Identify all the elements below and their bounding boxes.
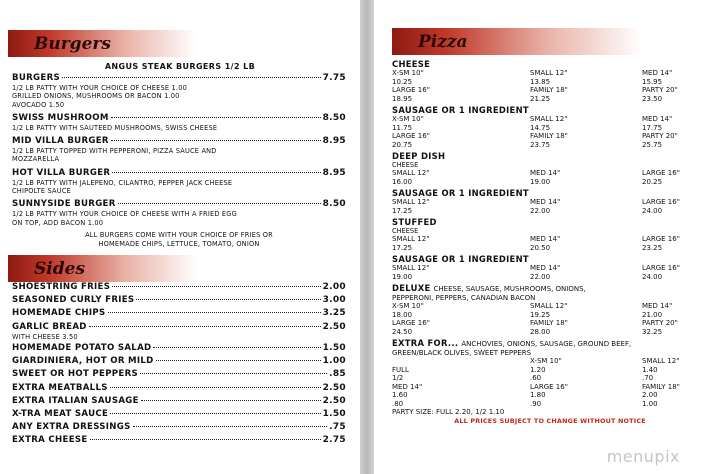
price-cell: SMALL 12": [530, 302, 568, 311]
price-grid: [392, 302, 708, 336]
sides-banner: [8, 255, 198, 282]
menu-item-description: MOZZARELLA: [12, 155, 60, 164]
menu-item-row: [12, 369, 346, 380]
menu-item-row: [12, 322, 346, 333]
price-cell: MED 14": [642, 69, 673, 77]
menu-item-name: SUNNYSIDE BURGER: [12, 199, 116, 210]
price-cell: 24.50: [392, 327, 413, 336]
price-cell: 23.50: [642, 94, 663, 103]
menu-item-row: [12, 113, 346, 124]
menu-item-price: 2.50: [322, 321, 346, 332]
burgers-subtitle: ANGUS STEAK BURGERS 1/2 LB: [104, 62, 256, 71]
pizza-list: [392, 59, 708, 425]
menu-item-price: 1.00: [322, 356, 346, 367]
right-menu-page: [374, 0, 720, 474]
price-cell: SMALL 12": [530, 115, 568, 123]
menu-item-name: GARLIC BREAD: [12, 321, 87, 332]
price-grid: [392, 264, 708, 281]
sides-list: [12, 282, 346, 449]
price-grid: [392, 169, 708, 186]
price-cell: LARGE 16": [642, 264, 680, 272]
price-cell: X-SM 10": [392, 69, 424, 77]
menu-item: [12, 356, 346, 367]
menu-item-row: [12, 73, 346, 84]
deluxe-description: [392, 283, 708, 294]
menupix-watermark: menupix: [606, 447, 680, 466]
extra-head: EXTRA FOR...: [392, 338, 459, 349]
price-cell: MED 14": [530, 235, 561, 243]
price-cell: 19.00: [392, 272, 413, 281]
menu-item: [12, 343, 346, 354]
burgers-title: Burgers: [34, 33, 111, 54]
price-cell: LARGE 16": [642, 198, 680, 206]
dot-leader: [153, 347, 320, 348]
menu-item-row: [12, 199, 346, 210]
price-cell: X-SM 10": [392, 115, 424, 123]
menu-item: [12, 168, 346, 196]
menu-item-price: 7.75: [322, 73, 346, 83]
dot-leader: [140, 373, 327, 374]
menu-item-description: CHIPOLTE SAUCE: [12, 187, 71, 196]
pizza-section-head: STUFFED: [392, 217, 437, 227]
menu-item-price: .85: [329, 369, 346, 380]
menu-item-price: 2.00: [322, 282, 346, 292]
price-cell: MED 14": [392, 382, 423, 391]
menu-item-description: ON TOP, ADD BACON 1.00: [12, 218, 104, 227]
burgers-note: HOMEMADE CHIPS, LETTUCE, TOMATO, ONION: [98, 239, 260, 248]
price-cell: X-SM 10": [530, 357, 562, 366]
price-cell: 1.00: [642, 399, 658, 408]
menu-item-price: 8.95: [322, 167, 346, 178]
price-cell: 22.00: [530, 272, 551, 281]
menu-item: [12, 369, 346, 380]
menu-item-description: 1/2 LB PATTY WITH YOUR CHOICE OF CHEESE WITH A FRIED EGG: [12, 210, 237, 219]
menu-item-description: 1/2 LB PATTY WITH SAUTEED MUSHROOMS, SWISS CHEESE: [12, 123, 218, 132]
price-cell: 11.75: [392, 123, 413, 132]
price-cell: .90: [530, 399, 542, 408]
pizza-section-head: SAUSAGE OR 1 INGREDIENT: [392, 188, 529, 198]
price-cell: 23.75: [530, 140, 551, 149]
menu-item-name: ANY EXTRA DRESSINGS: [12, 422, 131, 433]
menu-item-description: WITH CHEESE 3.50: [12, 332, 78, 341]
price-grid: [392, 198, 708, 215]
price-cell: LARGE 16": [642, 169, 680, 177]
menu-item-name: SWISS MUSHROOM: [12, 112, 109, 123]
price-cell: .60: [530, 374, 542, 383]
price-cell: 19.00: [530, 177, 551, 186]
dot-leader: [133, 426, 328, 427]
pizza-section-head: CHEESE: [392, 59, 431, 69]
extra-toppings-2: GREEN/BLACK OLIVES, SWEET PEPPERS: [392, 348, 532, 357]
menu-item: [12, 383, 346, 394]
menu-item-name: BURGERS: [12, 73, 60, 83]
extra-description: [392, 338, 708, 349]
burgers-note: ALL BURGERS COME WITH YOUR CHOICE OF FRIES OR: [85, 230, 273, 239]
price-cell: PARTY 20": [642, 319, 678, 328]
price-cell: MED 14": [530, 169, 561, 177]
price-cell: 21.00: [642, 310, 663, 319]
pizza-section-head: SAUSAGE OR 1 INGREDIENT: [392, 254, 529, 264]
menu-item-row: [12, 435, 346, 446]
price-cell: 10.25: [392, 77, 413, 86]
price-cell: FULL: [392, 365, 409, 374]
dot-leader: [111, 117, 321, 118]
price-cell: 17.75: [642, 123, 663, 132]
price-cell: [392, 357, 530, 366]
price-cell: X-SM 10": [392, 302, 424, 311]
pizza-title: Pizza: [418, 31, 468, 52]
price-cell: .70: [642, 374, 654, 383]
price-cell: 16.00: [392, 177, 413, 186]
price-cell: 32.25: [642, 327, 663, 336]
pizza-section-head: SAUSAGE OR 1 INGREDIENT: [392, 105, 529, 115]
price-cell: 23.25: [642, 243, 663, 252]
price-cell: 18.00: [392, 310, 413, 319]
dot-leader: [110, 413, 320, 414]
price-cell: SMALL 12": [530, 69, 568, 77]
menu-item-price: 2.50: [322, 395, 346, 406]
menu-item-price: 3.25: [322, 308, 346, 319]
menu-item-price: 1.50: [322, 343, 346, 354]
pizza-banner: [392, 28, 642, 55]
menu-item-row: [12, 422, 346, 433]
menu-item-row: [12, 295, 346, 306]
menu-item: [12, 396, 346, 407]
price-cell: FAMILY 18": [642, 382, 680, 391]
menu-item-name: X-TRA MEAT SAUCE: [12, 408, 109, 419]
price-cell: 22.00: [530, 206, 551, 215]
menu-item-price: 3.00: [322, 295, 346, 306]
menu-item-name: EXTRA MEATBALLS: [12, 382, 108, 393]
menu-item: [12, 136, 346, 164]
dot-leader: [112, 172, 320, 173]
menu-item: [12, 199, 346, 227]
menu-item-row: [12, 356, 346, 367]
dot-leader: [141, 400, 321, 401]
dot-leader: [90, 439, 321, 440]
menu-item: [12, 409, 346, 420]
party-size-note: PARTY SIZE: FULL 2.20, 1/2 1.10: [392, 408, 505, 417]
price-cell: PARTY 20": [642, 132, 678, 140]
menu-item-price: 2.75: [322, 435, 346, 446]
deluxe-toppings-2: PEPPERONI, PEPPERS, CANADIAN BACON: [392, 293, 536, 302]
price-cell: SMALL 12": [392, 235, 430, 243]
dot-leader: [136, 299, 320, 300]
menu-item: [12, 295, 346, 306]
menu-item-row: [12, 383, 346, 394]
deluxe-toppings: CHEESE, SAUSAGE, MUSHROOMS, ONIONS,: [433, 285, 586, 293]
price-grid: [392, 115, 708, 149]
price-cell: LARGE 16": [642, 235, 680, 243]
menu-item-name: HOMEMADE POTATO SALAD: [12, 343, 152, 354]
menu-item: [12, 282, 346, 293]
price-cell: PARTY 20": [642, 86, 678, 94]
menu-item-price: 8.50: [322, 199, 346, 210]
menu-item-description: 1/2 LB PATTY TOPPED WITH PEPPERONI, PIZZA SAUCE AND: [12, 147, 217, 156]
menu-item-description: 1/2 LB PATTY WITH JALEPENO, CILANTRO, PEPPER JACK CHEESE: [12, 178, 233, 187]
price-cell: SMALL 12": [392, 264, 430, 272]
burgers-list: [12, 73, 346, 249]
menu-item-price: .75: [329, 422, 346, 433]
price-cell: MED 14": [642, 302, 673, 311]
price-cell: 20.25: [642, 177, 663, 186]
price-cell: FAMILY 18": [530, 86, 568, 94]
price-cell: 17.25: [392, 243, 413, 252]
dot-leader: [111, 140, 321, 141]
price-disclaimer: ALL PRICES SUBJECT TO CHANGE WITHOUT NOTICE: [454, 416, 646, 425]
price-cell: 2.00: [642, 391, 658, 400]
price-grid: [392, 357, 708, 408]
menu-item-price: 8.95: [322, 136, 346, 147]
price-cell: LARGE 16": [530, 382, 568, 391]
menu-item-description: 1/2 LB PATTY WITH YOUR CHOICE OF CHEESE 1.00: [12, 84, 187, 92]
dot-leader: [110, 387, 321, 388]
price-cell: 28.00: [530, 327, 551, 336]
price-cell: .80: [392, 399, 404, 408]
price-cell: FAMILY 18": [530, 132, 568, 140]
price-cell: 24.00: [642, 272, 663, 281]
dot-leader: [118, 203, 321, 204]
menu-item-name: GIARDINIERA, HOT OR MILD: [12, 356, 154, 367]
price-cell: 13.85: [530, 77, 551, 86]
pizza-section-sub: CHEESE: [392, 161, 419, 169]
menu-item-description: GRILLED ONIONS, MUSHROOMS OR BACON 1.00: [12, 92, 180, 101]
price-cell: 20.50: [530, 243, 551, 252]
menu-item-description: AVOCADO 1.50: [12, 100, 65, 109]
menu-item: [12, 435, 346, 446]
menu-item-row: [12, 282, 346, 293]
menu-item: [12, 322, 346, 341]
price-cell: 24.00: [642, 206, 663, 215]
price-cell: FAMILY 18": [530, 319, 568, 328]
menu-item-row: [12, 396, 346, 407]
menu-item-name: SEASONED CURLY FRIES: [12, 295, 135, 306]
sides-title: Sides: [34, 258, 86, 279]
menu-item-row: [12, 308, 346, 319]
menu-item-row: [12, 136, 346, 147]
price-cell: 15.95: [642, 77, 663, 86]
price-cell: 25.75: [642, 140, 663, 149]
menu-item: [12, 113, 346, 132]
price-cell: 18.95: [392, 94, 413, 103]
price-cell: 1.60: [392, 391, 408, 400]
price-cell: 1/2: [392, 374, 404, 383]
menu-item-name: MID VILLA BURGER: [12, 136, 109, 147]
menu-item-name: SWEET OR HOT PEPPERS: [12, 369, 138, 380]
menu-item-price: 1.50: [322, 408, 346, 419]
price-cell: 20.75: [392, 140, 413, 149]
dot-leader: [108, 312, 321, 313]
price-cell: 17.25: [392, 206, 413, 215]
deluxe-head: DELUXE: [392, 283, 431, 293]
price-cell: MED 14": [642, 115, 673, 123]
menu-item-row: [12, 168, 346, 179]
price-cell: 19.25: [530, 310, 551, 319]
page-gutter: [360, 0, 374, 474]
price-cell: SMALL 12": [392, 198, 430, 206]
menu-item-row: [12, 343, 346, 354]
price-grid: [392, 235, 708, 252]
menu-item-name: SHOESTRING FRIES: [12, 282, 111, 292]
dot-leader: [112, 286, 320, 287]
price-cell: 1.40: [642, 365, 658, 374]
burgers-banner: [8, 30, 196, 57]
pizza-section-head: DEEP DISH: [392, 151, 446, 161]
price-cell: MED 14": [530, 264, 561, 272]
menu-item-price: 8.50: [322, 112, 346, 123]
price-cell: 1.20: [530, 365, 546, 374]
pizza-section-sub: CHEESE: [392, 227, 419, 235]
price-cell: LARGE 16": [392, 132, 430, 140]
price-cell: LARGE 16": [392, 319, 430, 328]
price-grid: [392, 69, 708, 103]
menu-item-row: [12, 409, 346, 420]
dot-leader: [89, 326, 321, 327]
menu-item: [12, 308, 346, 319]
price-cell: 14.75: [530, 123, 551, 132]
dot-leader: [62, 77, 321, 78]
menu-item-name: EXTRA CHEESE: [12, 435, 88, 446]
menu-item-name: HOT VILLA BURGER: [12, 167, 111, 178]
price-cell: SMALL 12": [642, 357, 680, 366]
dot-leader: [156, 360, 321, 361]
menu-item: [12, 73, 346, 109]
menu-item-name: HOMEMADE CHIPS: [12, 308, 106, 319]
extra-toppings: ANCHOVIES, ONIONS, SAUSAGE, GROUND BEEF,: [461, 340, 632, 349]
price-cell: 21.25: [530, 94, 551, 103]
menu-item: [12, 422, 346, 433]
price-cell: MED 14": [530, 198, 561, 206]
menu-item-name: EXTRA ITALIAN SAUSAGE: [12, 395, 139, 406]
menu-item-price: 2.50: [322, 382, 346, 393]
price-cell: LARGE 16": [392, 86, 430, 94]
price-cell: 1.80: [530, 391, 546, 400]
price-cell: SMALL 12": [392, 169, 430, 177]
